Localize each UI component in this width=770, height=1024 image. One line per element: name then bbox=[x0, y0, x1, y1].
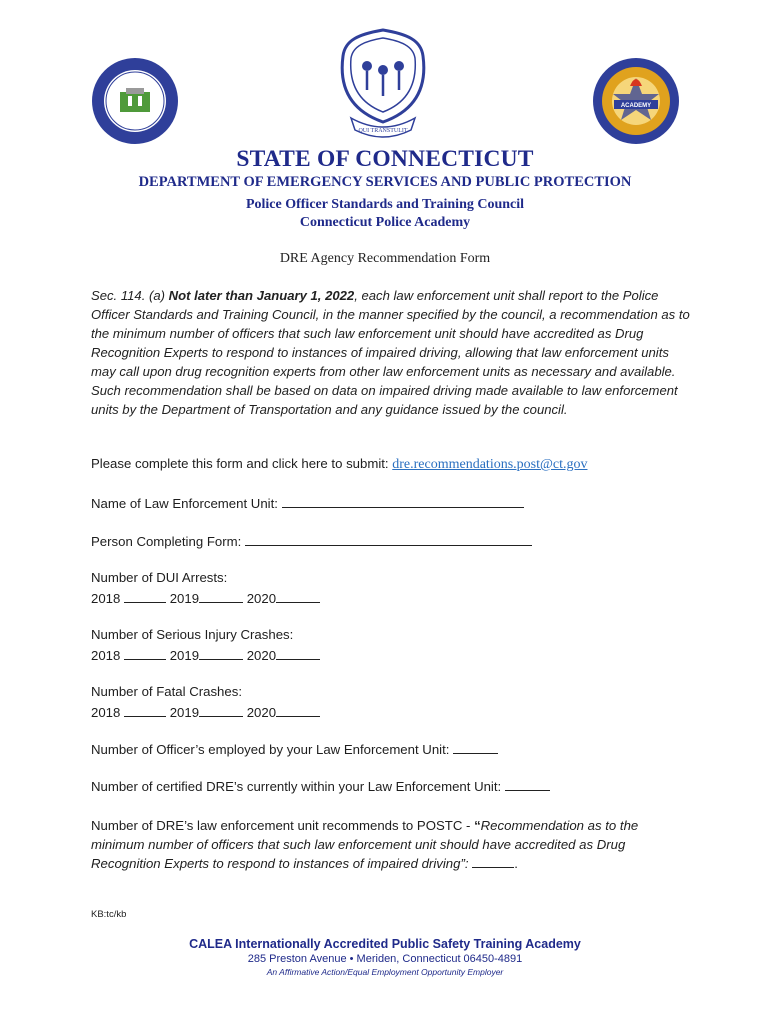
year-2020: 2020 bbox=[246, 648, 277, 663]
dre-field bbox=[91, 778, 550, 794]
footer-calea: CALEA Internationally Accredited Public Safety Training Academy bbox=[189, 937, 581, 951]
submit-line bbox=[91, 456, 587, 473]
year-2018: 2018 bbox=[91, 591, 121, 606]
injury-label: Number of Serious Injury Crashes: bbox=[91, 627, 294, 642]
year-2020: 2020 bbox=[246, 705, 277, 720]
footer-address: 285 Preston Avenue • Meriden, Connecticut 06450-4891 bbox=[247, 953, 523, 965]
dre-input[interactable] bbox=[505, 778, 550, 791]
fatal-2020-input[interactable] bbox=[276, 704, 320, 717]
dui-2018-input[interactable] bbox=[124, 590, 166, 603]
statute-deadline: Not later than January 1, 2022 bbox=[168, 288, 355, 303]
dui-2020-input[interactable] bbox=[276, 590, 320, 603]
statute-paragraph bbox=[91, 286, 691, 419]
fatal-2019-input[interactable] bbox=[199, 704, 243, 717]
state-title: STATE OF CONNECTICUT bbox=[236, 146, 534, 172]
submit-text: Please complete this form and click here to submit: bbox=[91, 456, 393, 471]
year-2019: 2019 bbox=[169, 591, 200, 606]
year-2020: 2020 bbox=[246, 591, 277, 606]
injury-2019-input[interactable] bbox=[199, 647, 243, 660]
submit-email-link[interactable]: dre.recommendations.post@ct.gov bbox=[392, 457, 588, 472]
quote-close: ”: bbox=[460, 856, 473, 871]
department-title: DEPARTMENT OF EMERGENCY SERVICES AND PUBLIC PROTECTION bbox=[138, 174, 632, 190]
recommend-field bbox=[91, 816, 691, 873]
fatal-years bbox=[91, 704, 320, 720]
injury-years bbox=[91, 647, 320, 663]
unit-label: Name of Law Enforcement Unit: bbox=[91, 496, 282, 511]
injury-2018-input[interactable] bbox=[124, 647, 166, 660]
council-title: Police Officer Standards and Training Council bbox=[245, 197, 525, 212]
unit-field bbox=[91, 495, 524, 511]
footer-eeo: An Affirmative Action/Equal Employment Opportunity Employer bbox=[266, 967, 504, 977]
ct-state-seal-icon bbox=[337, 26, 429, 144]
officers-label: Number of Officer’s employed by your Law Enforcement Unit: bbox=[91, 742, 454, 757]
unit-input[interactable] bbox=[282, 495, 524, 508]
recommend-quote: Recommendation as to the minimum number of officers that such law enforcement unit should have accredited as Drug Recognition Experts to respond to instances of impaired driving bbox=[91, 818, 639, 871]
calea-seal-icon bbox=[590, 56, 682, 146]
year-2019: 2019 bbox=[169, 648, 200, 663]
dre-label: Number of certified DRE’s currently within your Law Enforcement Unit: bbox=[91, 779, 505, 794]
officers-input[interactable] bbox=[453, 741, 498, 754]
year-2018: 2018 bbox=[91, 705, 121, 720]
fatal-label: Number of Fatal Crashes: bbox=[91, 684, 242, 699]
person-label: Person Completing Form: bbox=[91, 534, 245, 549]
dui-years bbox=[91, 590, 320, 606]
quote-open: “ bbox=[474, 818, 481, 833]
recommend-input[interactable] bbox=[472, 855, 514, 868]
person-input[interactable] bbox=[245, 533, 532, 546]
year-2019: 2019 bbox=[169, 705, 200, 720]
recommend-label: Number of DRE’s law enforcement unit recommends to POSTC - bbox=[91, 818, 475, 833]
officers-field bbox=[91, 741, 498, 757]
recommend-period: . bbox=[514, 856, 518, 871]
svg-text:ACADEMY: ACADEMY bbox=[620, 103, 652, 109]
academy-title: Connecticut Police Academy bbox=[299, 215, 471, 230]
person-field bbox=[91, 533, 532, 549]
initials: KB:tc/kb bbox=[91, 909, 127, 920]
injury-2020-input[interactable] bbox=[276, 647, 320, 660]
statute-prefix: Sec. 114. (a) bbox=[91, 288, 169, 303]
svg-text:QUI TRANSTULIT: QUI TRANSTULIT bbox=[358, 128, 408, 134]
statute-text: , each law enforcement unit shall report to the Police Officer Standards and Training Council, in the manner specified by the council, a recommendation as to the minimum number of officers that such law enforcement unit should have accredited as Drug Recognition Experts to respond to instances of impaired driving, allowing that law enforcement units may call upon drug recognition experts from other law enforcement units as necessary and available. Such recommendation shall be based on data on impaired driving made available to law enforcement units by the Department of Transportation and any guidance issued by the council. bbox=[91, 288, 690, 417]
form-title: DRE Agency Recommendation Form bbox=[279, 251, 491, 266]
fatal-2018-input[interactable] bbox=[124, 704, 166, 717]
year-2018: 2018 bbox=[91, 648, 121, 663]
dui-label: Number of DUI Arrests: bbox=[91, 570, 228, 585]
dui-2019-input[interactable] bbox=[199, 590, 243, 603]
post-seal-icon bbox=[90, 56, 180, 146]
